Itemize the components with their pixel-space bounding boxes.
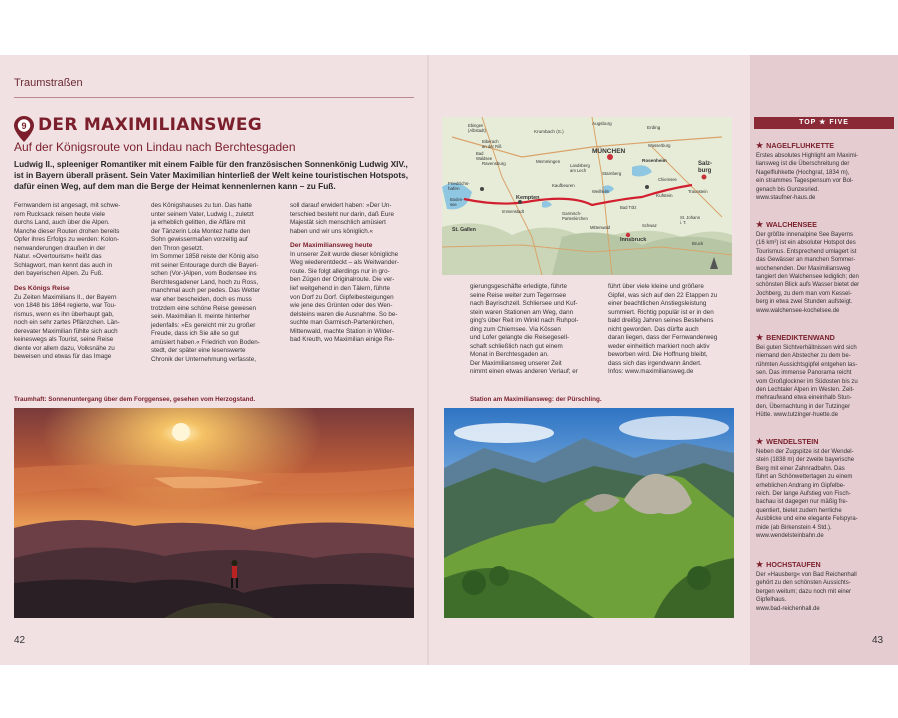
article-title: DER MAXIMILIANSWEG xyxy=(38,115,262,135)
svg-text:am Lech: am Lech xyxy=(570,168,587,173)
right-page xyxy=(428,55,750,665)
top-five-item: ★ WENDELSTEIN Neben der Zugspitze ist der Wendel- stein (1838 m) der zweite bayerische Berg mit einer Zahnradbahn. Das führt an Schönwettertagen zu einem erheblichen Andrang im Gipfelbe- reich. Der lange Aufstieg von Fisch- bachau ist dagegen nur mäßig fre- quentiert, bietet zudem herrliche Ausblicke und eine elegante Felspyra- mide (ab Birkenstein 4 Std.). www.wendelsteinbahn.de xyxy=(756,437,858,540)
article-intro: Ludwig II., spleeniger Romantiker mit einem Faible für den französischen Sonnenkönig Ludwig XIV., ist in Bayern überall präsent. Sein Vater Maximilian hinterließ der Welt keine touristischen Hotspots, dafür einen Weg, auf dem man die Berge der Heimat kennenlernen kann – zu Fuß. xyxy=(14,159,409,191)
map-label-salzburg: Salz- xyxy=(698,161,713,167)
map-label-ebingen: Ebingen xyxy=(468,123,484,128)
page-number-left: 42 xyxy=(14,635,26,646)
text-column-2: des Königshauses zu tun. Das hatte unter seinem Vater, Ludwig I., zuletzt ja erheblich gelitten, die Affäre mit der Tänzerin Lola Montez hatte den Sohn gewissermaßen vorzeitig auf den Thron gesetzt. Im Sommer 1858 reiste der König also mit seiner Entourage durch die Bayeri- schen (Vor-)Alpen, vom Bodensee ins Berchtesgadener Land, hoch zu Ross, manchmal auch per pedes. Das Wetter war eher bescheiden, doch es muss trotzdem eine schöne Reise gewesen sein. Maximilian II. meinte hinterher jedenfalls: »Es gereicht mir zu großer Freude, dass ich Sie alle so gut amüsiert haben.« Friedrich von Boden- stedt, der später eine lesenswerte Chronik der Unternehmung verfasste, xyxy=(151,202,261,363)
star-icon: ★ xyxy=(756,437,764,446)
text-column-5: führt über viele kleine und größere Gipfel, was sich auf den 22 Etappen zu einer beachtlichen Anstiegsleistung summiert. Richtig populär ist er in den bald dreißig Jahren seines Bestehens nicht geworden. Das dürfte auch daran liegen, dass der Fernwanderweg weder einheitlich markiert noch aktiv beworben wird. Die Hoffnung bleibt, dass sich das irgendwann ändert. Infos: www.maximiliansweg.de xyxy=(608,283,718,376)
svg-text:Waldsee: Waldsee xyxy=(476,156,493,161)
article-subtitle: Auf der Königsroute von Lindau nach Berchtesgaden xyxy=(14,140,296,154)
left-page xyxy=(0,55,428,665)
number-pin-icon xyxy=(14,116,34,142)
map-label-bad-waldsee: Bad xyxy=(476,151,484,156)
svg-text:(Albstadt): (Albstadt) xyxy=(468,128,486,133)
top-five-item: ★ WALCHENSEE Der größte innenalpine See Bayerns (16 km²) ist ein absoluter Hotspot des Tourismus. Entsprechend umlagert ist das Gewässer an manchen Sommer- wochenenden. Der Maximiliansweg tangiert den Walchensee lediglich; den schönsten Blick aufs Wasser bietet der Jochberg, zu dem man vom Kessel- berg in etwa zwei Stunden aufsteigt. www.walchensee-kochelsee.de xyxy=(756,220,860,314)
map-label-friedrichshafen: Friedrichs- xyxy=(448,181,470,186)
mountain-photo xyxy=(444,408,734,618)
route-map xyxy=(442,117,732,275)
map-label-rosenheim: Rosenheim xyxy=(642,158,667,163)
svg-text:see: see xyxy=(450,202,457,207)
map-label-mittenwald: Mittenwald xyxy=(590,225,611,230)
star-icon: ★ xyxy=(756,560,764,569)
text-column-4: gierungsgeschäfte erledigte, führte seine Reise weiter zum Tegernsee nach Bayrischzell. Schliersee und Kuf- stein waren Stationen am Weg, dann ging's über Reit im Winkl nach Ruhpol- ding zum Chiemsee. Via Kössen und Lofer gelangte die Reisegesell- schaft schließlich nach gut einem Monat in Berchtesgaden an. Der Maximiliansweg unserer Zeit nimmt einen etwas anderen Verlauf; er xyxy=(470,283,579,376)
col1-heading: Des Königs Reise xyxy=(14,284,70,292)
map-label-starnberg: Starnberg xyxy=(602,171,622,176)
map-label-krumbach: Krumbach (S.) xyxy=(534,129,564,134)
map-label-bad-tolz: Bad Tölz xyxy=(620,205,637,210)
map-label-kaufbeuren: Kaufbeuren xyxy=(552,183,575,188)
map-label-innsbruck: Innsbruck xyxy=(620,237,647,243)
svg-text:Partenkirchen: Partenkirchen xyxy=(562,216,588,221)
col1-paragraph-1: Fernwandern ist angesagt, mit schwe- rem Rucksack reisen heute viele durchs Land, auch über die Alpen. Manche dieser Routen drohen bereits Opfer ihres Erfolgs zu werden: Kolon- nenwanderungen draußen in der Natur. »Overtourism« heißt das Schlagwort, man kennt das auch in den bayerischen Alpen. Zu Fuß. xyxy=(14,202,121,278)
map-label-chiemsee: Chiemsee xyxy=(658,177,677,182)
col1-paragraph-2: Zu Zeiten Maximilians II., der Bayern von 1848 bis 1864 regierte, war Tou- rismus, wenn es ihn überhaupt gab, noch ein sehr zartes Pflänzchen. Län- derevater Maximilian fühlte sich auch keineswegs als Tourist, seine Reise diente vor allem dazu, Volksnähe zu beweisen und etwas für das Image xyxy=(14,293,120,361)
map-label-landsberg: Landsberg xyxy=(570,163,590,168)
svg-text:burg: burg xyxy=(698,168,712,174)
map-label-augsburg: Augsburg xyxy=(592,121,612,126)
map-label-schwaz: Schwaz xyxy=(642,223,657,228)
map-label-bodensee: Boden- xyxy=(450,197,464,202)
right-photo-caption: Station am Maximiliansweg: der Pürschling. xyxy=(470,396,602,403)
map-label-stjohann: St. Johann xyxy=(680,215,701,220)
map-label-traunstein: Traunstein xyxy=(688,189,708,194)
header-divider xyxy=(14,97,414,98)
svg-text:an der Riß: an der Riß xyxy=(482,144,502,149)
text-column-1 xyxy=(14,202,140,362)
star-icon: ★ xyxy=(756,333,764,342)
page-number-right: 43 xyxy=(872,635,884,646)
map-label-erding: Erding xyxy=(647,125,661,130)
map-label-memmingen: Memmingen xyxy=(536,159,561,164)
article-number: 9 xyxy=(21,120,27,131)
map-label-garmisch: Garmisch- xyxy=(562,211,582,216)
col3-heading: Der Maximiliansweg heute xyxy=(290,242,373,250)
map-label-wasserburg: Wasserburg xyxy=(648,143,671,148)
map-label-munchen: MÜNCHEN xyxy=(592,148,626,155)
map-label-immenstadt: Immenstadt xyxy=(502,209,524,214)
map-label-biberach: Biberach xyxy=(482,139,499,144)
map-label-stgallen: St. Gallen xyxy=(452,227,476,233)
top-five-item: ★ HOCHSTAUFEN Der »Hausberg« von Bad Reichenhall gehört zu den schönsten Aussichts- bergen weitum; dazu noch mit einer Gipfelhaus. www.bad-reichenhall.de xyxy=(756,560,857,612)
section-label: Traumstraßen xyxy=(14,77,83,89)
svg-text:i. T.: i. T. xyxy=(680,220,687,225)
text-column-3: soll darauf erwidert haben: »Der Un- terschied besteht nur darin, daß Eure Majestät sich menschlich amüsiert haben und wir uns königlich.« Der Maximiliansweg heute In unserer Zeit wurde dieser königliche Weg wiederentdeckt – als Weitwander- route. Sie folgt allerdings nur in gro- ben Zügen der Originalroute. Die ver- lief weitgehend in den Tälern, führte von Dorf zu Dorf. Gipfelbesteigungen wie jene des Grünten oder des Wen- delsteins waren die Ausnahme. So be- suchte man Garmisch-Partenkirchen, Mittenwald, machte Station in Wilder- bad Kreuth, wo Maximilian einige Re- xyxy=(290,202,418,345)
star-icon: ★ xyxy=(756,141,764,150)
left-photo-caption: Traumhaft: Sonnenuntergang über dem Forggensee, gesehen vom Herzogstand. xyxy=(14,396,256,403)
map-label-ravensburg: Ravensburg xyxy=(482,161,506,166)
svg-text:hafen: hafen xyxy=(448,186,460,191)
star-icon: ★ xyxy=(756,220,764,229)
top-five-item: ★ BENEDIKTENWAND Bei guten Sichtverhältnissen wird sich niemand den Abstecher zu dem be- rühmten Aussichtsgipfel entgehen las- sen. Das immense Panorama reicht vom Großglockner im Südosten bis zu den Lechtaler Alpen im Westen. Zeit- mehraufwand etwa eineinhalb Stun- den, Übernachtung in der Tutzinger Hütte. www.tutzinger-huette.de xyxy=(756,333,858,419)
map-label-weilheim: Weilheim xyxy=(592,189,610,194)
sunset-photo xyxy=(14,408,414,618)
map-label-kempten: Kempten xyxy=(516,195,540,201)
top-five-sidebar xyxy=(750,55,898,665)
top-five-banner: TOP ★ FIVE xyxy=(754,117,894,129)
top-five-item: ★ NAGELFLUHKETTE Erstes absolutes Highlight am Maximi- liansweg ist die Überschreitung der Nagelfluhkette (Hochgrat, 1834 m), ein strammes Tagespensum vor Bol- genach bis Gunzesried. www.staufner-haus.de xyxy=(756,141,859,202)
map-label-bruck: Bruck xyxy=(692,241,704,246)
magazine-spread xyxy=(0,55,898,665)
map-label-kufstein: Kufstein xyxy=(656,193,673,198)
